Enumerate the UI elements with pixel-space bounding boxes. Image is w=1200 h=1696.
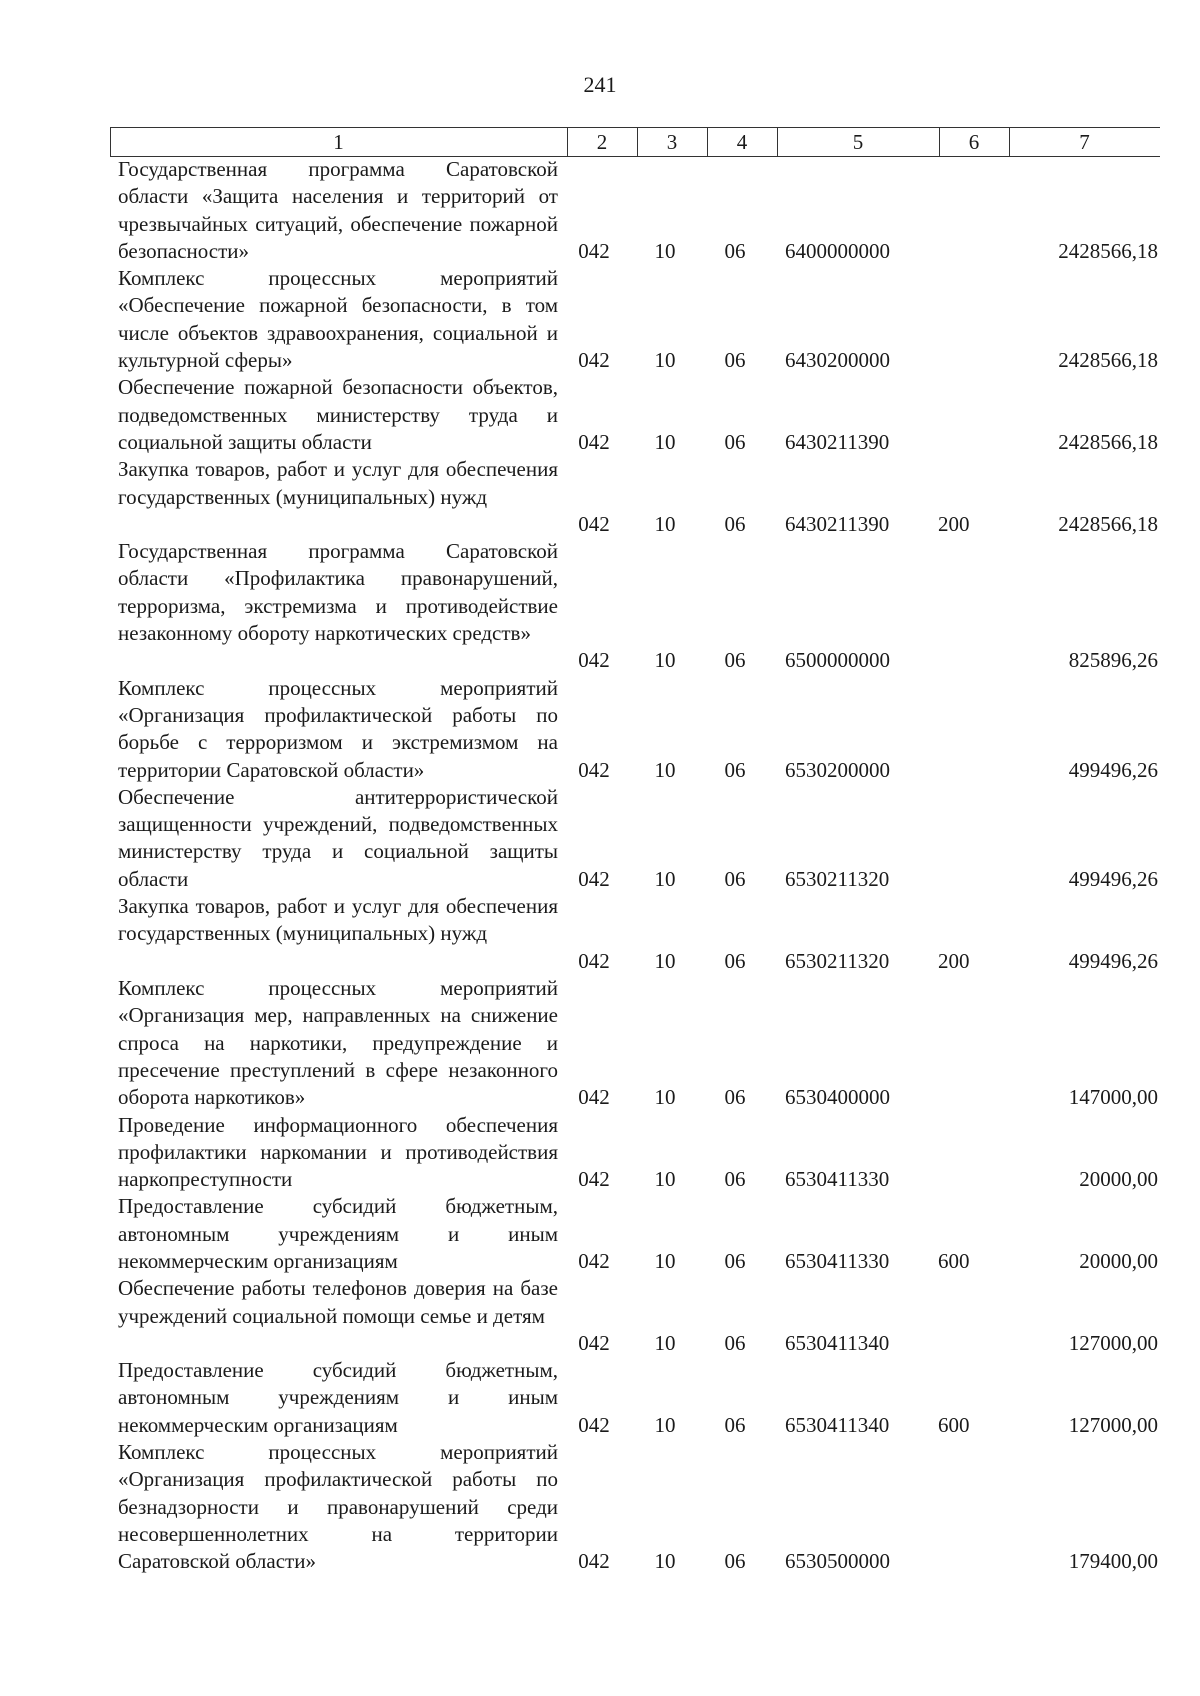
cell-column-4: 06 — [724, 948, 746, 973]
table-row — [0, 538, 1200, 675]
row-description: Комплекс процессных мероприятий «Организация профилактической работы по борьбе с терроризмом и экстремизмом на территории Саратовской области» — [118, 675, 558, 782]
cell-column-3: 10 — [654, 866, 676, 891]
cell-column-3: 10 — [654, 511, 676, 536]
row-description: Обеспечение пожарной безопасности объектов, подведомственных министерству труда и социальной защиты области — [118, 375, 558, 454]
cell-column-2: 042 — [578, 1248, 610, 1273]
page-number: 241 — [583, 72, 617, 97]
table-row — [0, 1193, 1200, 1275]
cell-column-2: 042 — [578, 348, 610, 373]
cell-column-7: 825896,26 — [1068, 648, 1158, 673]
cell-column-2: 042 — [578, 429, 610, 454]
cell-column-7: 499496,26 — [1068, 757, 1158, 782]
cell-column-4: 06 — [724, 866, 746, 891]
cell-column-6: 600 — [938, 1248, 970, 1273]
cell-column-2: 042 — [578, 1330, 610, 1355]
row-description: Государственная программа Саратовской области «Защита населения и территорий от чрезвычайных ситуаций, обеспечение пожарной безопасности» — [118, 157, 558, 263]
cell-column-3: 10 — [654, 1412, 676, 1437]
table-row — [0, 456, 1200, 538]
cell-column-3: 10 — [654, 948, 676, 973]
cell-column-2: 042 — [578, 1167, 610, 1192]
cell-column-5: 6530211320 — [785, 866, 890, 891]
cell-column-7: 2428566,18 — [1058, 238, 1158, 263]
cell-column-5: 6530411340 — [785, 1330, 890, 1355]
cell-column-7: 20000,00 — [1079, 1248, 1158, 1273]
cell-column-5: 6530400000 — [785, 1085, 890, 1110]
table-header — [110, 127, 1160, 157]
cell-column-7: 127000,00 — [1068, 1412, 1158, 1437]
cell-column-4: 06 — [724, 1549, 746, 1574]
cell-column-4: 06 — [724, 1412, 746, 1437]
column-header-5: 5 — [852, 130, 864, 154]
table-row — [0, 1275, 1200, 1357]
cell-column-4: 06 — [724, 1085, 746, 1110]
row-description: Закупка товаров, работ и услуг для обеспечения государственных (муниципальных) нужд — [118, 894, 558, 946]
cell-column-4: 06 — [724, 1167, 746, 1192]
cell-column-6: 200 — [938, 511, 970, 536]
row-description: Обеспечение работы телефонов доверия на базе учреждений социальной помощи семье и детям — [118, 1276, 558, 1328]
table-row — [0, 374, 1200, 456]
cell-column-2: 042 — [578, 1412, 610, 1437]
cell-column-2: 042 — [578, 948, 610, 973]
cell-column-2: 042 — [578, 511, 610, 536]
cell-column-7: 2428566,18 — [1058, 429, 1158, 454]
cell-column-6: 600 — [938, 1412, 970, 1437]
row-description: Закупка товаров, работ и услуг для обеспечения государственных (муниципальных) нужд — [118, 457, 558, 509]
cell-column-4: 06 — [724, 757, 746, 782]
cell-column-4: 06 — [724, 1330, 746, 1355]
column-header-1: 1 — [333, 130, 344, 154]
cell-column-3: 10 — [654, 1167, 676, 1192]
table-row — [0, 893, 1200, 975]
column-header-6: 6 — [968, 130, 980, 154]
cell-column-4: 06 — [724, 429, 746, 454]
cell-column-7: 2428566,18 — [1058, 348, 1158, 373]
cell-column-3: 10 — [654, 238, 676, 263]
cell-column-3: 10 — [654, 1330, 676, 1355]
row-description: Предоставление субсидий бюджетным, автономным учреждениям и иным некоммерческим организациям — [118, 1358, 558, 1437]
cell-column-6: 200 — [938, 948, 970, 973]
cell-column-5: 6530500000 — [785, 1549, 890, 1574]
cell-column-5: 6430200000 — [785, 348, 890, 373]
cell-column-5: 6530211320 — [785, 948, 890, 973]
cell-column-5: 6430211390 — [785, 511, 890, 536]
cell-column-2: 042 — [578, 238, 610, 263]
cell-column-3: 10 — [654, 429, 676, 454]
row-description: Проведение информационного обеспечения профилактики наркомании и противодействия наркопреступности — [118, 1112, 558, 1192]
row-description: Государственная программа Саратовской области «Профилактика правонарушений, терроризма, экстремизма и противодействие незаконному обороту наркотических средств» — [118, 539, 558, 646]
cell-column-3: 10 — [654, 648, 676, 673]
column-header-3: 3 — [666, 130, 678, 154]
cell-column-3: 10 — [654, 1085, 676, 1110]
table-row — [0, 156, 1200, 265]
table-row — [0, 975, 1200, 1112]
cell-column-3: 10 — [654, 757, 676, 782]
cell-column-7: 2428566,18 — [1058, 511, 1158, 536]
cell-column-4: 06 — [724, 511, 746, 536]
cell-column-5: 6530200000 — [785, 757, 890, 782]
row-description: Комплекс процессных мероприятий «Организация мер, направленных на снижение спроса на наркотики, предупреждение и пресечение преступлений в сфере незаконного оборота наркотиков» — [118, 976, 558, 1110]
table-row — [0, 675, 1200, 784]
cell-column-3: 10 — [654, 348, 676, 373]
cell-column-5: 6430211390 — [785, 429, 890, 454]
cell-column-5: 6500000000 — [785, 648, 890, 673]
cell-column-7: 499496,26 — [1068, 866, 1158, 891]
cell-column-2: 042 — [578, 757, 610, 782]
cell-column-7: 499496,26 — [1068, 948, 1158, 973]
column-header-4: 4 — [736, 130, 748, 154]
cell-column-7: 127000,00 — [1068, 1330, 1158, 1355]
cell-column-3: 10 — [654, 1549, 676, 1574]
cell-column-7: 179400,00 — [1068, 1549, 1158, 1574]
table-row — [0, 1112, 1200, 1194]
cell-column-2: 042 — [578, 1085, 610, 1110]
cell-column-5: 6400000000 — [785, 238, 890, 263]
cell-column-3: 10 — [654, 1248, 676, 1273]
cell-column-2: 042 — [578, 866, 610, 891]
cell-column-5: 6530411330 — [785, 1248, 890, 1273]
cell-column-5: 6530411340 — [785, 1412, 890, 1437]
column-header-2: 2 — [596, 130, 608, 154]
table-row — [0, 1439, 1200, 1576]
row-description: Комплекс процессных мероприятий «Организация профилактической работы по безнадзорности и правонарушений среди несовершеннолетних на территории Саратовской области» — [118, 1440, 558, 1574]
row-description: Предоставление субсидий бюджетным, автономным учреждениям и иным некоммерческим организациям — [118, 1194, 558, 1273]
cell-column-7: 20000,00 — [1079, 1167, 1158, 1192]
column-header-7: 7 — [1079, 130, 1090, 154]
row-description: Комплекс процессных мероприятий «Обеспечение пожарной безопасности, в том числе объектов здравоохранения, социальной и культурной сферы» — [118, 266, 558, 373]
cell-column-4: 06 — [724, 238, 746, 263]
cell-column-4: 06 — [724, 1248, 746, 1273]
cell-column-7: 147000,00 — [1068, 1085, 1158, 1110]
cell-column-2: 042 — [578, 648, 610, 673]
cell-column-4: 06 — [724, 648, 746, 673]
table-row — [0, 784, 1200, 893]
table-row — [0, 265, 1200, 374]
cell-column-2: 042 — [578, 1549, 610, 1574]
row-description: Обеспечение антитеррористической защищенности учреждений, подведомственных министерству труда и социальной защиты области — [118, 784, 558, 891]
cell-column-4: 06 — [724, 348, 746, 373]
cell-column-5: 6530411330 — [785, 1167, 890, 1192]
table-row — [0, 1357, 1200, 1439]
